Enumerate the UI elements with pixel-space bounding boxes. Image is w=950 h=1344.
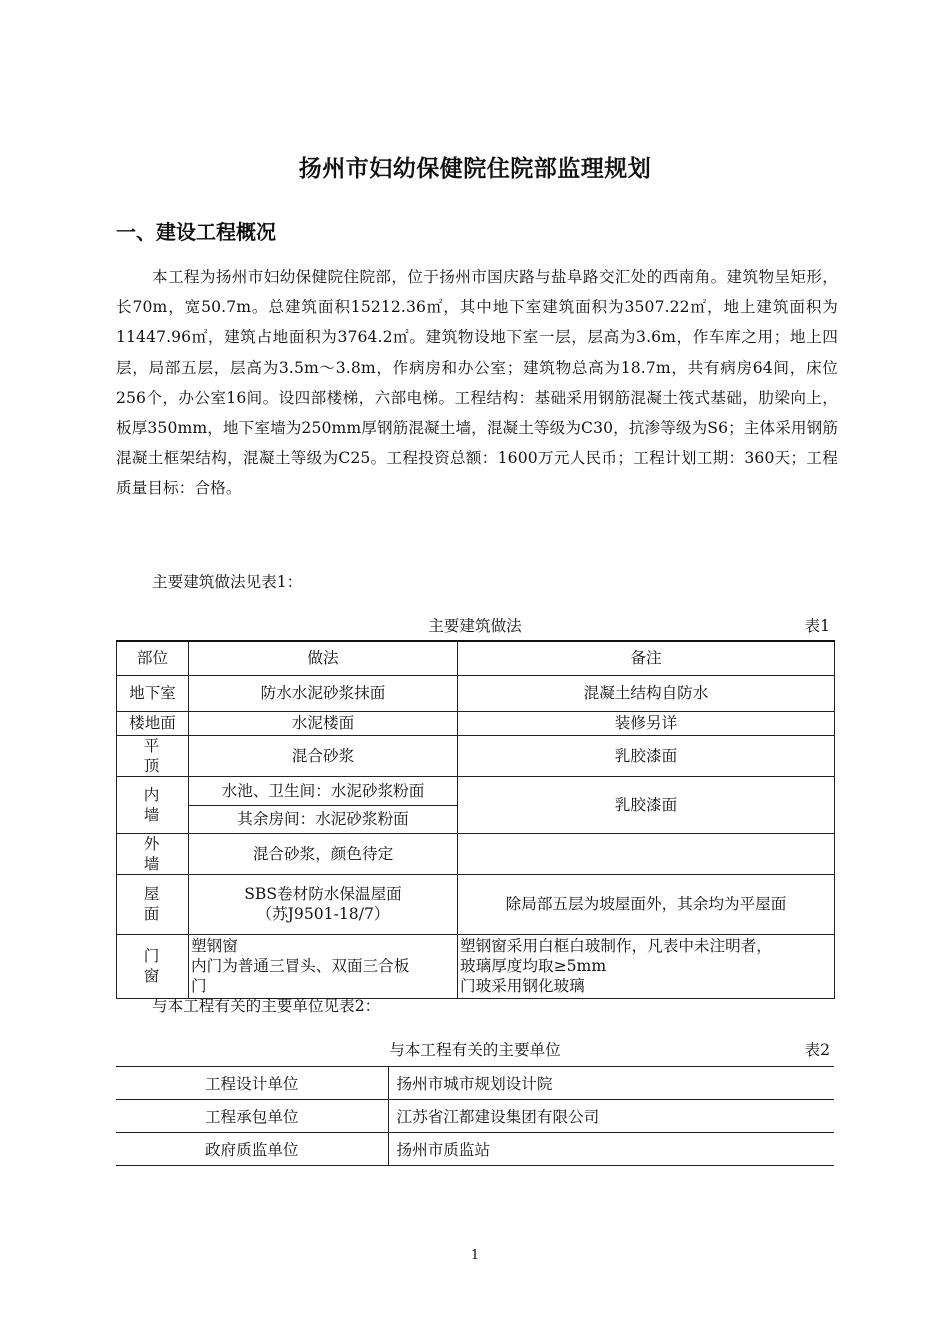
method-cell xyxy=(189,874,458,934)
table-row xyxy=(117,776,835,805)
section-heading: 一、建设工程概况 xyxy=(116,220,276,244)
note-cell: 装修另详 xyxy=(458,711,835,735)
header-part: 部位 xyxy=(117,641,189,675)
unit-org: 扬州市城市规划设计院 xyxy=(388,1067,834,1100)
part-cell: 外 墙 xyxy=(117,833,189,874)
construction-methods-table xyxy=(116,640,835,999)
method-cell: 防水水泥砂浆抹面 xyxy=(189,675,458,711)
table-row xyxy=(116,1100,834,1133)
part-cell: 门 窗 xyxy=(117,934,189,998)
table-row xyxy=(117,934,835,998)
header-note: 备注 xyxy=(458,641,835,675)
part-cell: 内 墙 xyxy=(117,776,189,833)
table1-intro: 主要建筑做法见表1： xyxy=(152,573,303,591)
header-method: 做法 xyxy=(189,641,458,675)
note-cell: 混凝土结构自防水 xyxy=(458,675,835,711)
table2-label: 表2 xyxy=(804,1041,830,1059)
note-cell xyxy=(458,934,835,998)
table1-label: 表1 xyxy=(804,617,830,635)
method-line: （苏J9501-18/7） xyxy=(256,905,390,923)
method-line: 门 xyxy=(191,977,207,995)
page-title: 扬州市妇幼保健院住院部监理规划 xyxy=(298,156,652,182)
part-cell: 地下室 xyxy=(117,675,189,711)
overview-paragraph: 本工程为扬州市妇幼保健院住院部，位于扬州市国庆路与盐阜路交汇处的西南角。建筑物呈矩形，长70m，宽50.7m。总建筑面积15212.36㎡，其中地下室建筑面积为3507.22㎡，地上建筑面积为11447.96㎡，建筑占地面积为3764.2㎡。建筑物设地下室一层，层高为3.6m，作车库之用；地上四层，局部五层，层高为3.5m～3.8m，作病房和办公室；建筑物总高为18.7m，共有病房64间，床位256个，办公室16间。设四部楼梯，六部电梯。工程结构：基础采用钢筋混凝土筏式基础，肋梁向上，板厚350mm，地下室墙为250mm厚钢筋混凝土墙，混凝土等级为C30，抗渗等级为S6；主体采用钢筋混凝土框架结构，混凝土等级为C25。工程投资总额：1600万元人民币；工程计划工期：360天；工程质量目标：合格。 xyxy=(116,268,838,498)
table-row xyxy=(117,874,835,934)
note-cell: 乳胶漆面 xyxy=(458,776,835,833)
note-line: 门玻采用钢化玻璃 xyxy=(460,977,585,995)
table-row xyxy=(116,1067,834,1100)
part-cell: 楼地面 xyxy=(117,711,189,735)
note-line: 塑钢窗采用白框白玻制作，凡表中未注明者， xyxy=(460,937,772,955)
unit-org: 江苏省江都建设集团有限公司 xyxy=(388,1100,834,1133)
method-cell: 混合砂浆 xyxy=(189,735,458,776)
note-cell xyxy=(458,833,835,874)
unit-role: 工程承包单位 xyxy=(116,1100,388,1133)
unit-role: 政府质监单位 xyxy=(116,1133,388,1166)
method-cell xyxy=(189,934,458,998)
part-cell: 屋 面 xyxy=(117,874,189,934)
table-header-row xyxy=(117,641,835,675)
note-cell: 乳胶漆面 xyxy=(458,735,835,776)
unit-role: 工程设计单位 xyxy=(116,1067,388,1100)
method-cell: 水泥楼面 xyxy=(189,711,458,735)
method-line: SBS卷材防水保温屋面 xyxy=(244,885,402,903)
table2-caption: 与本工程有关的主要单位 xyxy=(389,1041,561,1059)
method-line: 塑钢窗 xyxy=(191,937,238,955)
method-line: 内门为普通三冒头、双面三合板 xyxy=(191,957,410,975)
table1-caption: 主要建筑做法 xyxy=(428,617,522,635)
part-cell: 平 顶 xyxy=(117,735,189,776)
unit-org: 扬州市质监站 xyxy=(388,1133,834,1166)
note-cell: 除局部五层为坡屋面外，其余均为平屋面 xyxy=(458,874,835,934)
table-row xyxy=(116,1133,834,1166)
note-line: 玻璃厚度均取≥5mm xyxy=(460,957,607,975)
page-number: 1 xyxy=(470,1248,480,1263)
method-cell: 水池、卫生间：水泥砂浆粉面 xyxy=(189,776,458,805)
method-cell: 混合砂浆，颜色待定 xyxy=(189,833,458,874)
table2-intro: 与本工程有关的主要单位见表2： xyxy=(152,997,381,1015)
table-row xyxy=(117,833,835,874)
table-row xyxy=(117,711,835,735)
table-row xyxy=(117,675,835,711)
related-units-table xyxy=(116,1066,834,1166)
table-row xyxy=(117,735,835,776)
method-cell: 其余房间：水泥砂浆粉面 xyxy=(189,805,458,833)
